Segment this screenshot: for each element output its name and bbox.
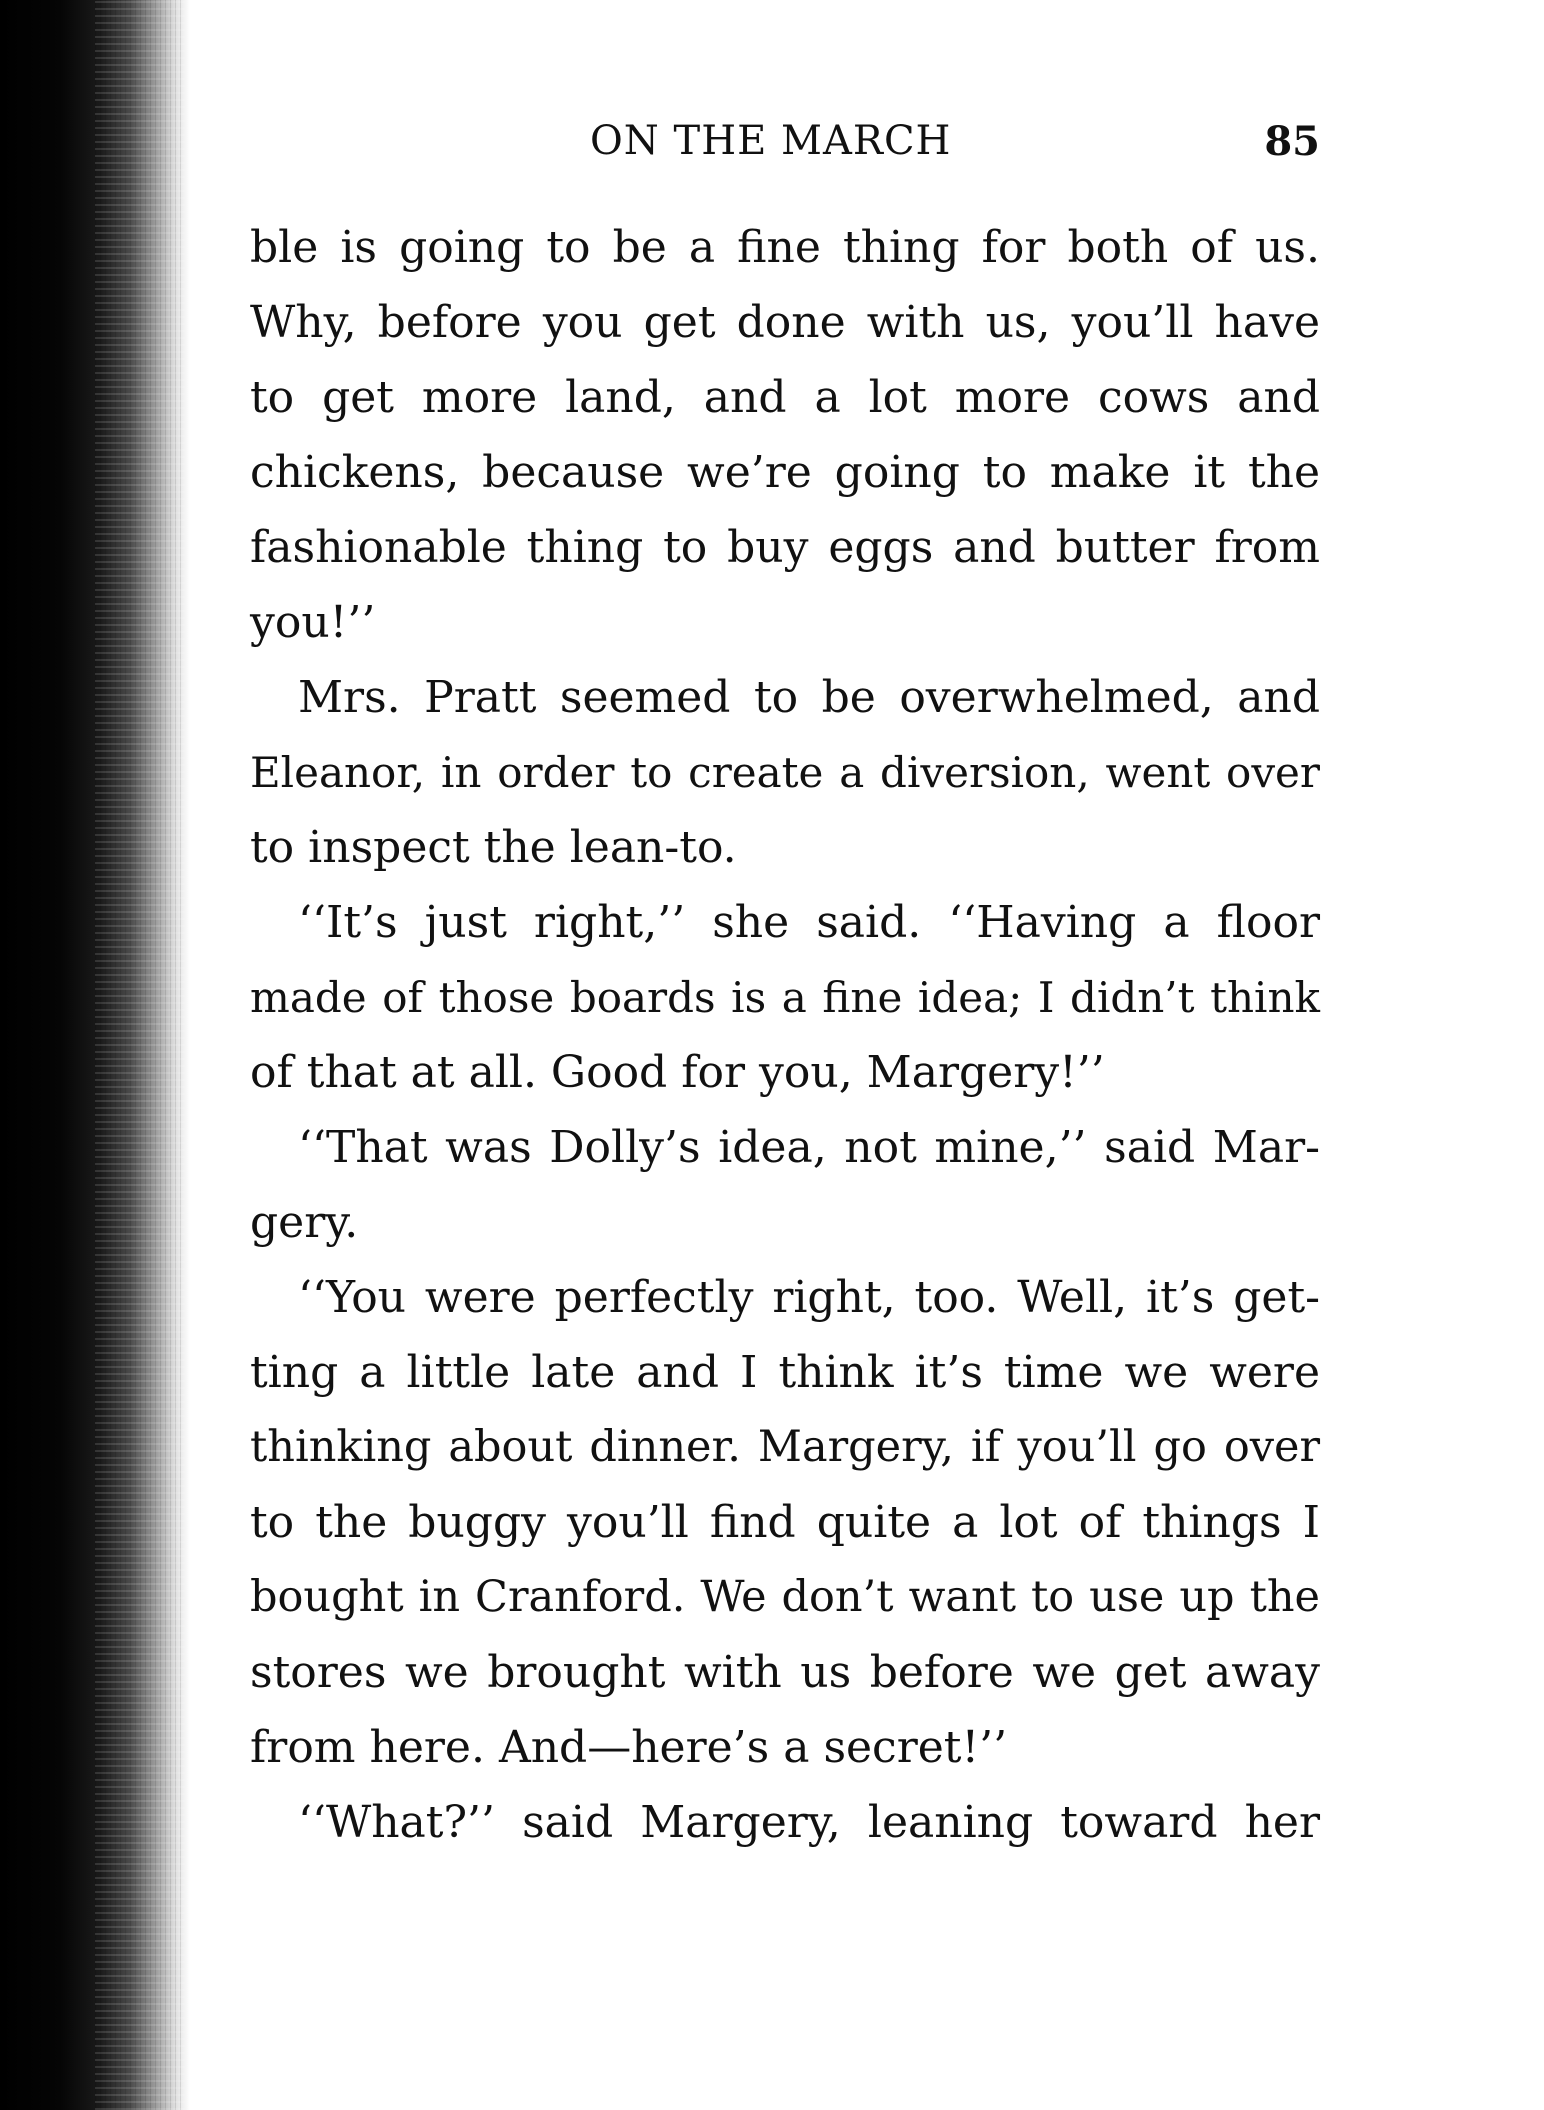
text-line: stores we brought with us before we get away bbox=[250, 1647, 1320, 1698]
text-line: bought in Cranford. We don’t want to use up the bbox=[250, 1572, 1320, 1622]
running-head: ON THE MARCH bbox=[590, 118, 952, 164]
text-line: ‘‘What?’’ said Margery, leaning toward her bbox=[298, 1797, 1320, 1848]
text-line: ‘‘That was Dolly’s idea, not mine,’’ said Mar- bbox=[298, 1122, 1320, 1173]
text-line: gery. bbox=[250, 1197, 359, 1248]
text-line: ting a little late and I think it’s time we were bbox=[250, 1347, 1320, 1398]
text-line: fashionable thing to buy eggs and butter from bbox=[250, 522, 1320, 573]
text-line: to the buggy you’ll find quite a lot of things I bbox=[250, 1497, 1320, 1548]
page-header bbox=[250, 118, 1320, 178]
text-line: chickens, because we’re going to make it the bbox=[250, 447, 1320, 498]
text-line: Why, before you get done with us, you’ll have bbox=[250, 297, 1320, 348]
text-line: you!’’ bbox=[250, 597, 376, 648]
text-line: thinking about dinner. Margery, if you’ll go over bbox=[250, 1422, 1320, 1472]
text-line: to inspect the lean-to. bbox=[250, 822, 737, 873]
page-number: 85 bbox=[1264, 118, 1320, 165]
text-line: ‘‘It’s just right,’’ she said. ‘‘Having a floor bbox=[298, 897, 1320, 948]
binding-gutter-texture bbox=[95, 0, 185, 2110]
text-line: of that at all. Good for you, Margery!’’ bbox=[250, 1047, 1105, 1098]
body-text bbox=[250, 210, 1320, 1860]
text-line: ‘‘You were perfectly right, too. Well, it’s get- bbox=[298, 1272, 1320, 1323]
text-line: to get more land, and a lot more cows and bbox=[250, 372, 1320, 423]
text-line: Eleanor, in order to create a diversion, went over bbox=[250, 748, 1320, 797]
text-line: made of those boards is a fine idea; I didn’t think bbox=[250, 973, 1320, 1022]
text-line: Mrs. Pratt seemed to be overwhelmed, and bbox=[298, 672, 1320, 723]
text-line: from here. And—here’s a secret!’’ bbox=[250, 1722, 1008, 1773]
text-line: ble is going to be a fine thing for both of us. bbox=[250, 222, 1320, 273]
